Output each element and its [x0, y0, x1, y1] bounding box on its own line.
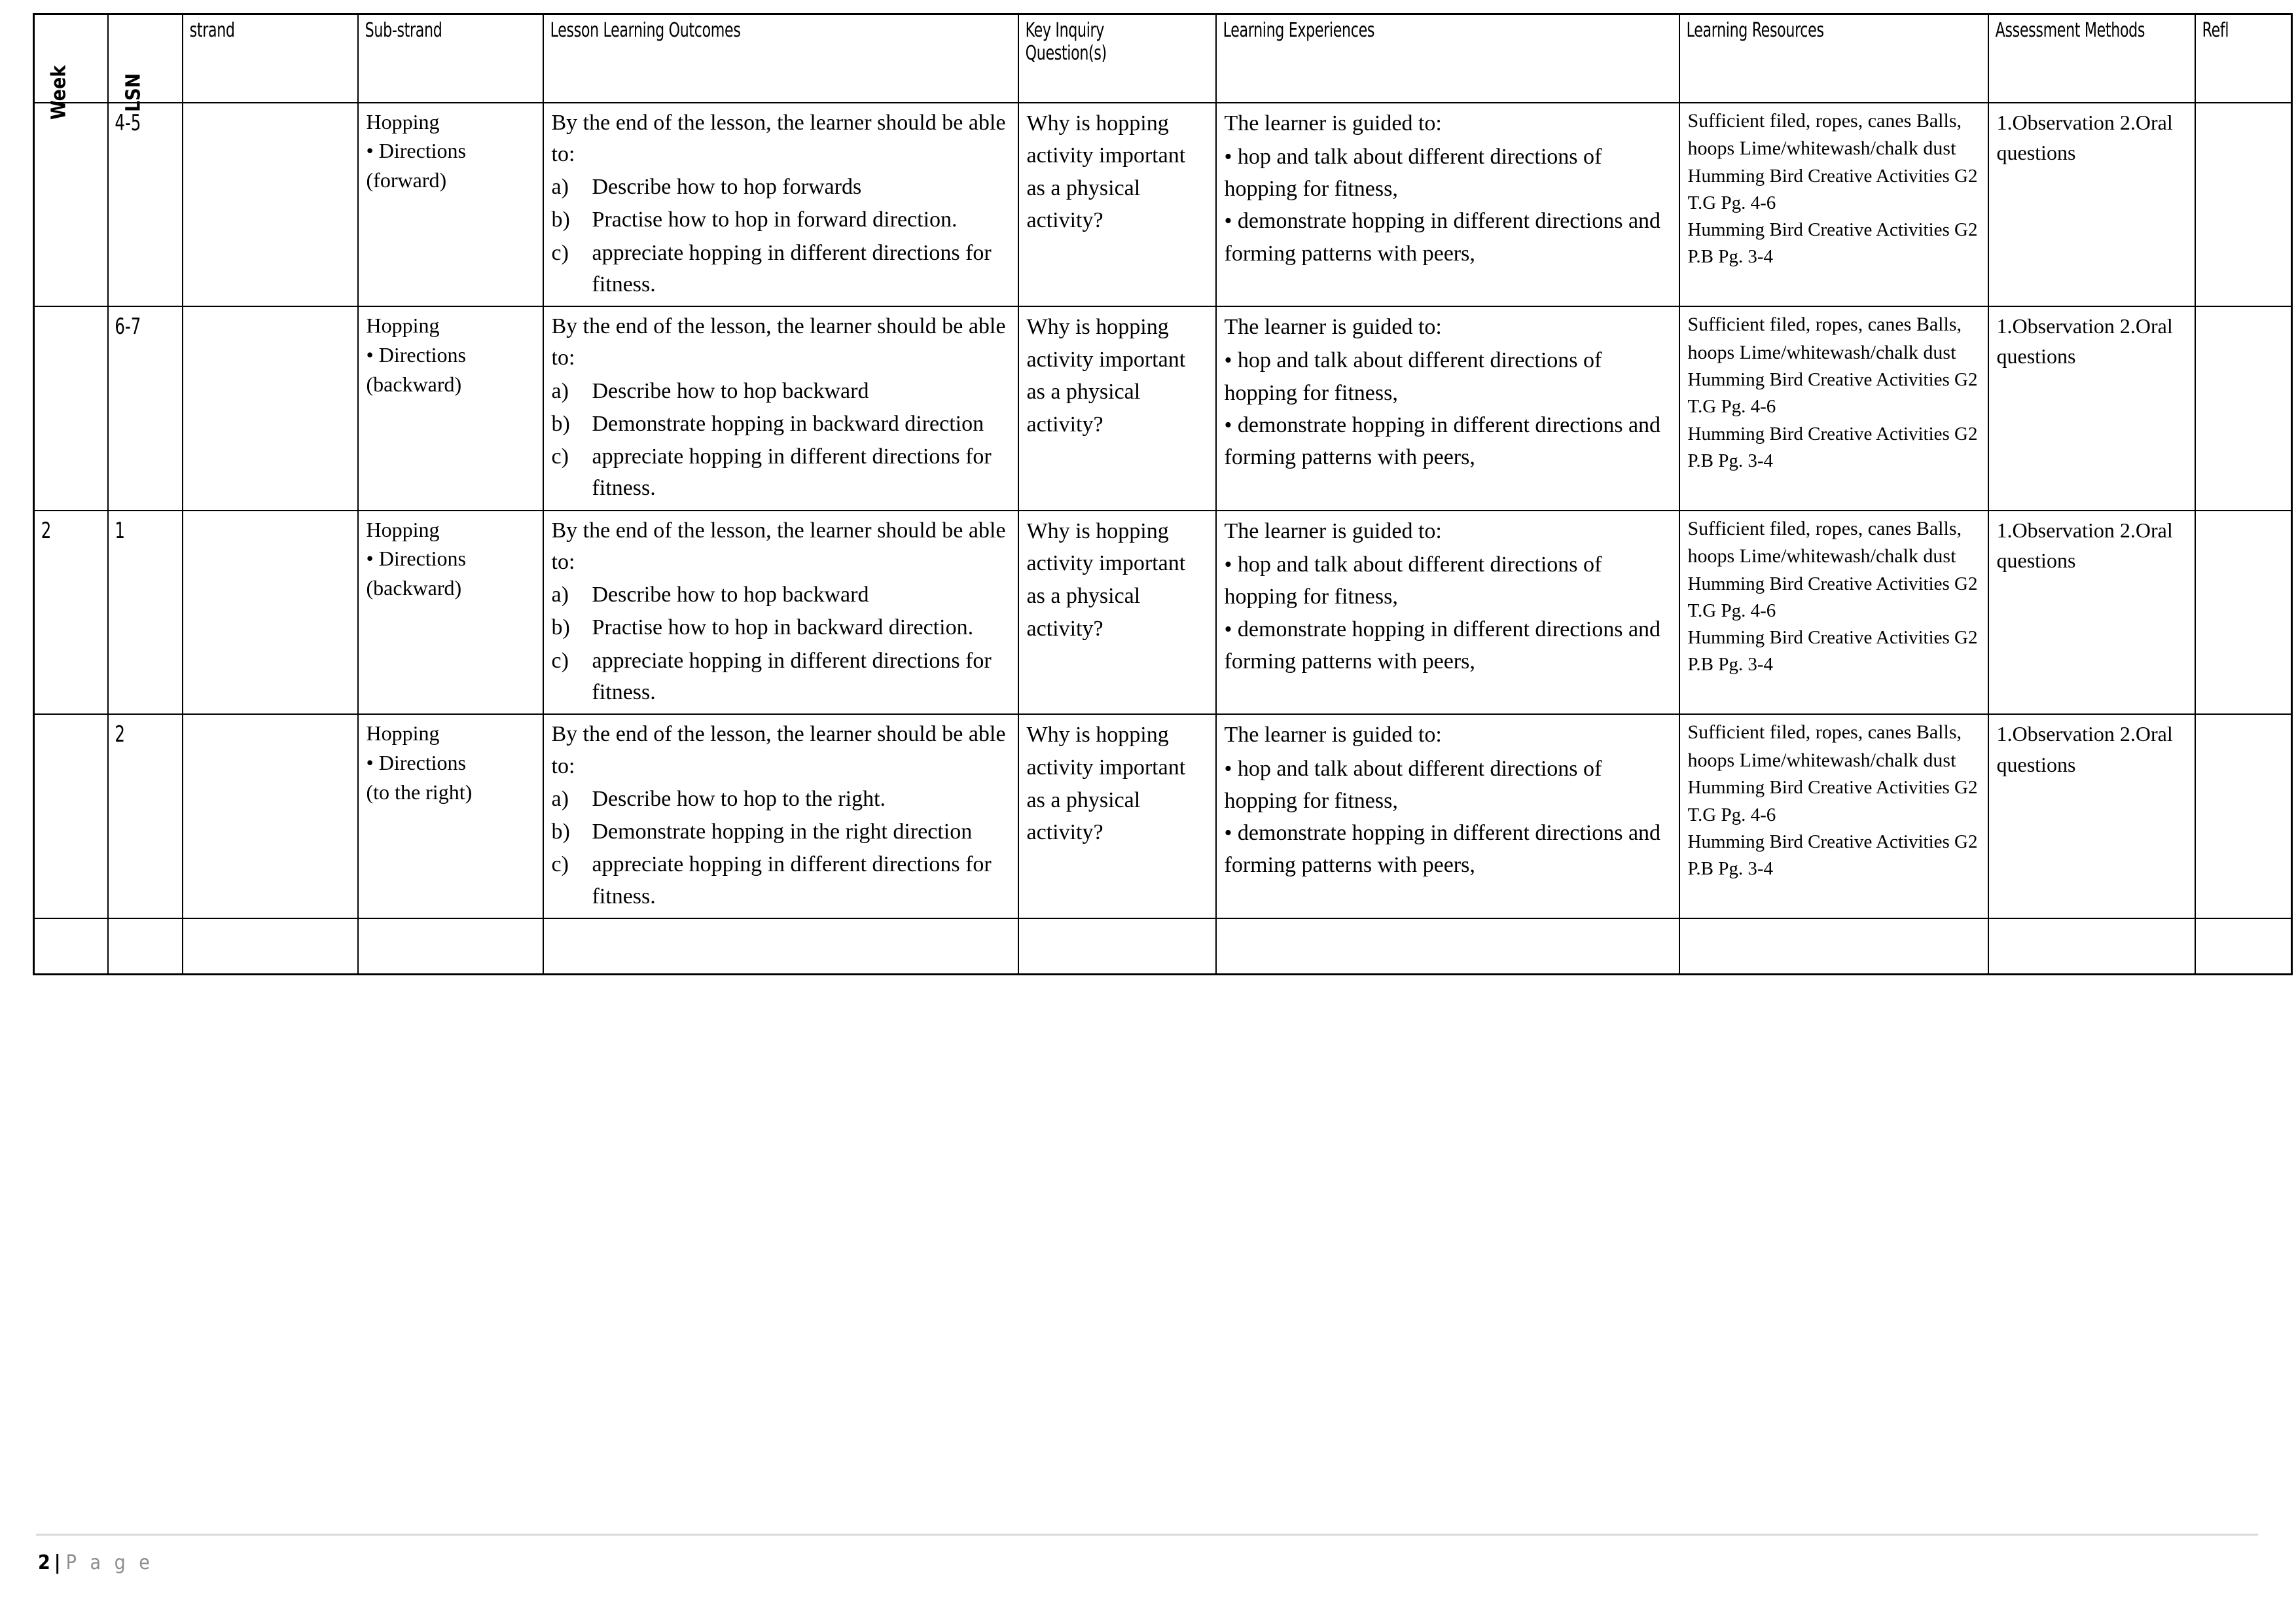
outcomes-list: [552, 784, 1011, 912]
outcomes-lead-text: By the end of the lesson, the learner should be able to:: [551, 110, 1006, 166]
cell-week: [34, 306, 93, 511]
experiences-lead-text: The learner is guided to:: [1224, 518, 1442, 543]
cell-key-inquiry-question: Why is hopping activity important as a physical activity?: [1018, 714, 1216, 918]
experiences-list: [1225, 753, 1672, 882]
outcome-marker: a): [551, 175, 569, 200]
cell-empty: [1018, 918, 1216, 975]
cell-sub-strand: [358, 306, 543, 511]
experiences-lead-text: The learner is guided to:: [1224, 111, 1442, 135]
outcome-text: appreciate hopping in different directions for fitness.: [592, 852, 992, 909]
cell-strand: [183, 714, 358, 918]
experience-item: • hop and talk about different directions of hopping for fitness,: [1225, 549, 1672, 613]
outcomes-lead-text: By the end of the lesson, the learner should be able to:: [551, 518, 1006, 574]
cell-learning-experiences: [1216, 714, 1679, 918]
experience-item: • demonstrate hopping in different directions and forming patterns with peers,: [1225, 205, 1672, 270]
cell-sub-strand: [358, 511, 543, 715]
sub-strand-title: Hopping: [366, 109, 440, 134]
outcome-marker: a): [551, 786, 569, 811]
outcome-marker: c): [551, 444, 569, 469]
sub-strand-detail: (to the right): [366, 780, 473, 804]
sub-strand-bullet: • Directions: [366, 751, 466, 775]
cell-sub-strand: [358, 714, 543, 918]
cell-learning-resources: [1679, 103, 1988, 307]
table-header-row: [34, 14, 2292, 103]
outcomes-list: [552, 171, 1011, 300]
outcome-marker: c): [551, 648, 569, 673]
cell-assessment-methods: 1.Observation 2.Oral questions: [1988, 511, 2195, 715]
outcome-marker: c): [551, 852, 569, 877]
column-header-week-label: Week: [47, 65, 71, 120]
scheme-of-work-table: [33, 13, 2293, 975]
outcome-item: [552, 849, 1011, 912]
outcome-item: [552, 238, 1011, 301]
table-row: [34, 306, 2292, 511]
sub-strand-bullet: • Directions: [366, 342, 466, 367]
experience-item: • hop and talk about different directions of hopping for fitness,: [1225, 344, 1672, 409]
experiences-list: [1225, 549, 1672, 677]
cell-key-inquiry-question: Why is hopping activity important as a physical activity?: [1018, 306, 1216, 511]
outcome-text: Demonstrate hopping in the right direction: [592, 820, 973, 844]
outcome-marker: b): [551, 820, 570, 844]
column-header-sub-strand: Sub-strand: [358, 14, 510, 103]
outcome-marker: b): [551, 208, 570, 232]
outcomes-list: [552, 579, 1011, 708]
cell-week: 2: [34, 511, 93, 715]
column-header-refl: Refl: [2195, 14, 2274, 103]
column-header-lsn: [108, 14, 183, 113]
outcome-text: Demonstrate hopping in backward direction: [592, 411, 984, 436]
outcome-text: Describe how to hop backward: [592, 378, 869, 403]
cell-empty: [2195, 918, 2292, 975]
outcome-item: [552, 784, 1011, 815]
outcome-item: [552, 171, 1011, 203]
sub-strand-bullet: • Directions: [366, 547, 466, 571]
cell-key-inquiry-question: Why is hopping activity important as a physical activity?: [1018, 103, 1216, 307]
resource-line: Humming Bird Creative Activities G2 T.G Pg. 4-6: [1687, 777, 1978, 825]
cell-lsn: 1: [108, 511, 168, 715]
cell-strand: [183, 306, 358, 511]
outcome-text: Describe how to hop forwards: [592, 175, 862, 200]
experiences-lead-text: The learner is guided to:: [1224, 315, 1442, 340]
cell-empty: [1216, 918, 1679, 975]
cell-strand: [183, 103, 358, 307]
sub-strand-detail: (forward): [366, 168, 447, 192]
outcome-item: [552, 408, 1011, 440]
cell-empty: [1988, 918, 2195, 975]
table-body: [34, 103, 2292, 975]
outcome-marker: c): [551, 240, 569, 265]
outcome-text: appreciate hopping in different directions for fitness.: [592, 240, 992, 297]
column-header-assessment-methods: Assessment Methods: [1988, 14, 2158, 103]
table-row: [34, 714, 2292, 918]
resource-line: Humming Bird Creative Activities G2 T.G Pg. 4-6: [1687, 369, 1978, 418]
column-header-strand: strand: [183, 14, 327, 103]
cell-learning-experiences: [1216, 306, 1679, 511]
sub-strand-detail: (backward): [366, 372, 462, 396]
outcome-marker: b): [551, 411, 570, 436]
footer-separator: |: [54, 1551, 61, 1574]
outcome-item: [552, 376, 1011, 407]
experience-item: • demonstrate hopping in different directions and forming patterns with peers,: [1225, 409, 1672, 474]
outcome-text: appreciate hopping in different directions for fitness.: [592, 444, 992, 501]
column-header-lesson-learning-outcomes: Lesson Learning Outcomes: [543, 14, 933, 103]
cell-assessment-methods: 1.Observation 2.Oral questions: [1988, 306, 2195, 511]
outcome-marker: b): [551, 615, 570, 640]
page-footer: [38, 1551, 154, 1574]
outcome-text: Describe how to hop to the right.: [592, 786, 886, 811]
cell-lsn: 6-7: [108, 306, 168, 511]
cell-learning-experiences: [1216, 511, 1679, 715]
outcome-item: [552, 816, 1011, 848]
outcome-item: [552, 579, 1011, 611]
resource-line: Humming Bird Creative Activities G2 T.G Pg. 4-6: [1687, 573, 1978, 622]
cell-week: [34, 714, 93, 918]
cell-learning-experiences: [1216, 103, 1679, 307]
outcomes-lead-text: By the end of the lesson, the learner should be able to:: [551, 722, 1006, 778]
outcome-item: [552, 645, 1011, 709]
cell-week: [34, 103, 93, 307]
cell-learning-resources: [1679, 306, 1988, 511]
footer-divider: [36, 1534, 2258, 1536]
cell-lesson-learning-outcomes: [543, 511, 1018, 715]
resource-line: Humming Bird Creative Activities G2 P.B Pg. 3-4: [1687, 627, 1978, 676]
column-header-week: [34, 14, 108, 120]
outcome-item: [552, 612, 1011, 643]
experiences-lead-text: The learner is guided to:: [1224, 723, 1442, 748]
cell-refl: [2195, 103, 2292, 307]
cell-lsn: 4-5: [108, 103, 168, 307]
outcomes-list: [552, 376, 1011, 505]
column-header-learning-resources: Learning Resources: [1679, 14, 1933, 103]
outcome-text: Practise how to hop in forward direction.: [592, 208, 958, 232]
sub-strand-title: Hopping: [366, 721, 440, 746]
footer-page-word: P a g e: [65, 1551, 154, 1574]
footer-page-number: 2: [38, 1551, 50, 1574]
resource-line: Sufficient filed, ropes, canes Balls, hoops Lime/whitewash/chalk dust: [1687, 517, 1962, 568]
cell-strand: [183, 511, 358, 715]
table-row: [34, 511, 2292, 715]
column-header-lsn-label: LSN: [122, 73, 145, 113]
experience-item: • hop and talk about different directions of hopping for fitness,: [1225, 753, 1672, 818]
resource-line: Humming Bird Creative Activities G2 T.G Pg. 4-6: [1687, 165, 1978, 213]
resource-line: Humming Bird Creative Activities G2 P.B Pg. 3-4: [1687, 831, 1978, 879]
column-header-learning-experiences: Learning Experiences: [1216, 14, 1596, 103]
resource-line: Sufficient filed, ropes, canes Balls, hoops Lime/whitewash/chalk dust: [1687, 721, 1962, 771]
cell-learning-resources: [1679, 714, 1988, 918]
cell-lesson-learning-outcomes: [543, 306, 1018, 511]
resource-line: Sufficient filed, ropes, canes Balls, hoops Lime/whitewash/chalk dust: [1687, 109, 1962, 160]
resource-line: Humming Bird Creative Activities G2 P.B Pg. 3-4: [1687, 219, 1978, 268]
sub-strand-detail: (backward): [366, 576, 462, 600]
outcome-item: [552, 204, 1011, 236]
outcome-item: [552, 441, 1011, 505]
outcome-marker: a): [551, 378, 569, 403]
cell-empty: [34, 918, 108, 975]
cell-empty: [108, 918, 183, 975]
cell-empty: [358, 918, 543, 975]
table-row: [34, 918, 2292, 975]
cell-key-inquiry-question: Why is hopping activity important as a physical activity?: [1018, 511, 1216, 715]
column-header-key-inquiry-questions: Key Inquiry Question(s): [1018, 14, 1181, 103]
table-row: [34, 103, 2292, 307]
cell-empty: [183, 918, 358, 975]
outcomes-lead-text: By the end of the lesson, the learner should be able to:: [551, 314, 1006, 370]
cell-refl: [2195, 714, 2292, 918]
cell-refl: [2195, 511, 2292, 715]
resource-line: Sufficient filed, ropes, canes Balls, hoops Lime/whitewash/chalk dust: [1687, 314, 1962, 363]
outcome-text: Practise how to hop in backward direction.: [592, 615, 974, 640]
cell-learning-resources: [1679, 511, 1988, 715]
outcome-text: Describe how to hop backward: [592, 583, 869, 607]
cell-empty: [543, 918, 1018, 975]
cell-lesson-learning-outcomes: [543, 103, 1018, 307]
outcome-marker: a): [551, 583, 569, 607]
sub-strand-title: Hopping: [366, 517, 440, 541]
experience-item: • demonstrate hopping in different directions and forming patterns with peers,: [1225, 817, 1672, 882]
experience-item: • demonstrate hopping in different directions and forming patterns with peers,: [1225, 613, 1672, 678]
sub-strand-title: Hopping: [366, 314, 440, 338]
cell-lsn: 2: [108, 714, 168, 918]
outcome-text: appreciate hopping in different directions for fitness.: [592, 648, 992, 705]
cell-assessment-methods: 1.Observation 2.Oral questions: [1988, 714, 2195, 918]
experiences-list: [1225, 141, 1672, 270]
experience-item: • hop and talk about different directions of hopping for fitness,: [1225, 141, 1672, 206]
cell-empty: [1679, 918, 1988, 975]
experiences-list: [1225, 344, 1672, 473]
cell-sub-strand: [358, 103, 543, 307]
cell-refl: [2195, 306, 2292, 511]
cell-lesson-learning-outcomes: [543, 714, 1018, 918]
cell-assessment-methods: 1.Observation 2.Oral questions: [1988, 103, 2195, 307]
resource-line: Humming Bird Creative Activities G2 P.B Pg. 3-4: [1687, 423, 1978, 471]
sub-strand-bullet: • Directions: [366, 139, 466, 163]
